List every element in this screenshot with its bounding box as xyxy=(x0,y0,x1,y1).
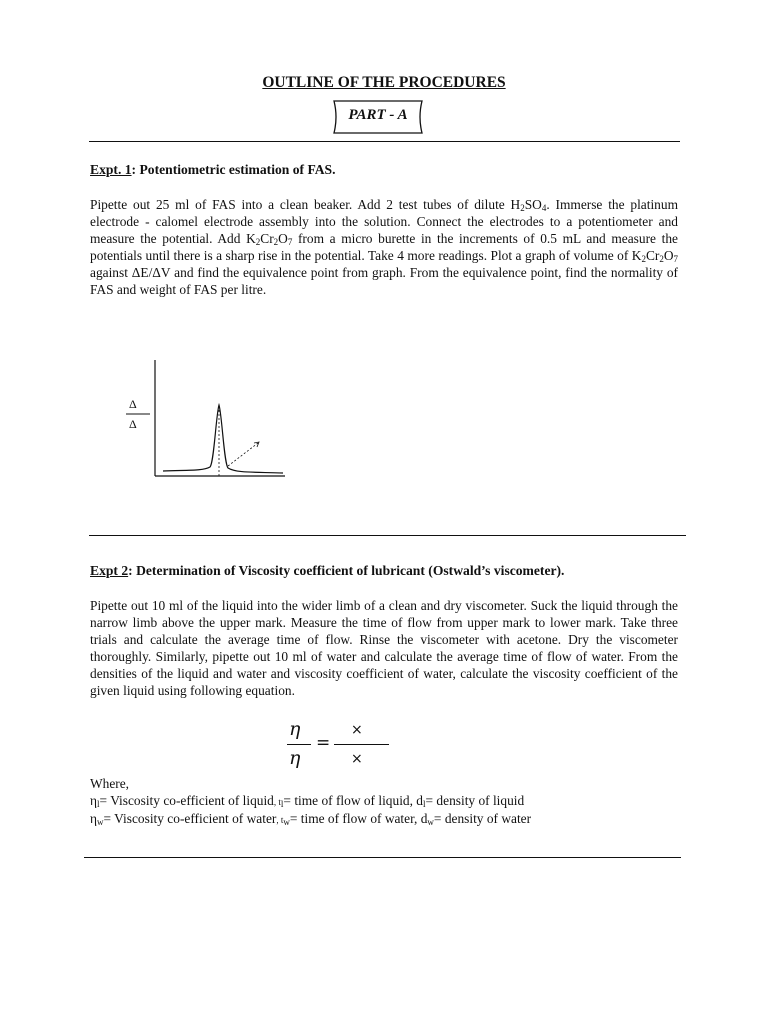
p1-text: Cr xyxy=(260,231,274,246)
definition-liquid xyxy=(90,792,524,811)
sub: 4 xyxy=(541,203,547,213)
def-text: = time of flow of liquid, d xyxy=(283,793,424,808)
expt2-paragraph: Pipette out 10 ml of the liquid into the wider limb of a clean and dry viscometer. Suck the liquid through the narrow limb above the upper mark. Measure the time of flow from upper mark to lower mark. Take three trials and calculate the average time of flow. Rinse the viscometer with acetone. Dry the viscometer thoroughly. Similarly, pipette out 10 ml of water and calculate the average time of flow of water. From the densities of the liquid and water and viscosity coefficient of water, calculate the viscosity coefficient of the given liquid using following equation. xyxy=(90,598,678,698)
def-text: = Viscosity co-efficient of liquid xyxy=(99,793,274,808)
def-text: = Viscosity co-efficient of water xyxy=(103,811,277,826)
sub: l xyxy=(97,799,100,809)
expt2-heading-text: : Determination of Viscosity coefficient of lubricant (Ostwald’s viscometer). xyxy=(128,563,565,578)
viscosity-equation xyxy=(285,718,395,774)
eq-equals: = xyxy=(316,733,331,753)
def-text: = density of water xyxy=(433,811,532,826)
sub: l xyxy=(423,799,426,809)
sub: w xyxy=(427,817,434,827)
sub: w xyxy=(283,817,290,827)
p1-text: O xyxy=(663,248,674,263)
expt1-heading xyxy=(90,162,336,178)
eq-times-top: × xyxy=(351,722,363,738)
sub: 2 xyxy=(641,254,646,264)
dashed-arrow-line xyxy=(228,443,258,466)
p1-text: SO xyxy=(524,197,542,212)
sub: 2 xyxy=(255,237,261,247)
graph-svg xyxy=(118,355,298,485)
divider-top xyxy=(89,141,680,142)
def-text: = density of liquid xyxy=(425,793,525,808)
p1-text: against ΔE/ΔV and find the equivalence point from graph. From the equivalence point, find the normality of FAS and weight of FAS per litre. xyxy=(90,265,678,297)
expt1-heading-prefix: Expt. 1 xyxy=(90,162,132,177)
part-label-box xyxy=(330,99,426,135)
p1-text: Cr xyxy=(645,248,660,263)
y-label-top: Δ xyxy=(129,397,137,411)
eq-times-bottom: × xyxy=(351,751,363,767)
expt2-heading xyxy=(90,563,564,579)
eta-symbol: η xyxy=(90,793,98,808)
p1-text: O xyxy=(278,231,288,246)
p1-text: from a micro burette in the increments of 0.5 mL and measure the potentials until there is a sharp rise in the potential. Take 4 more readings. Plot a graph of volume of K xyxy=(90,231,678,263)
sub: 7 xyxy=(287,237,293,247)
where-label: Where, xyxy=(90,776,130,791)
sub: 2 xyxy=(273,237,279,247)
expt1-paragraph xyxy=(90,196,678,298)
part-label: PART - A xyxy=(348,107,408,123)
sub: 2 xyxy=(520,203,525,213)
divider-bottom xyxy=(84,857,681,858)
def-text: = time of flow of water, d xyxy=(289,811,428,826)
def-text: , t xyxy=(273,797,281,807)
sub: w xyxy=(97,817,104,827)
sub: 7 xyxy=(673,254,678,264)
p1-text: . Immerse the platinum electrode - calomel electrode assembly into the solution. Connect the electrodes to a potentiometer and measure the potential. Add K xyxy=(90,197,678,246)
sub: 2 xyxy=(659,254,664,264)
peak-curve xyxy=(163,405,283,473)
eq-fraction-bar-right xyxy=(334,744,389,745)
divider-middle xyxy=(89,535,686,536)
y-label-bottom: Δ xyxy=(129,417,137,431)
page-title: OUTLINE OF THE PROCEDURES xyxy=(262,74,506,91)
eq-denominator: η xyxy=(289,747,301,769)
eta-symbol: η xyxy=(90,811,98,826)
eq-fraction-bar-left xyxy=(287,744,311,745)
eq-numerator: η xyxy=(289,718,301,740)
expt1-heading-text: : Potentiometric estimation of FAS. xyxy=(131,162,336,177)
p1-text: Pipette out 25 ml of FAS into a clean beaker. Add 2 test tubes of dilute H xyxy=(90,197,521,212)
potentiometric-graph xyxy=(118,355,298,485)
arrow-head-icon xyxy=(254,442,259,447)
definition-water xyxy=(90,810,531,829)
sub: l xyxy=(280,799,284,809)
expt2-heading-prefix: Expt 2 xyxy=(90,563,129,578)
def-text: , t xyxy=(276,815,284,825)
